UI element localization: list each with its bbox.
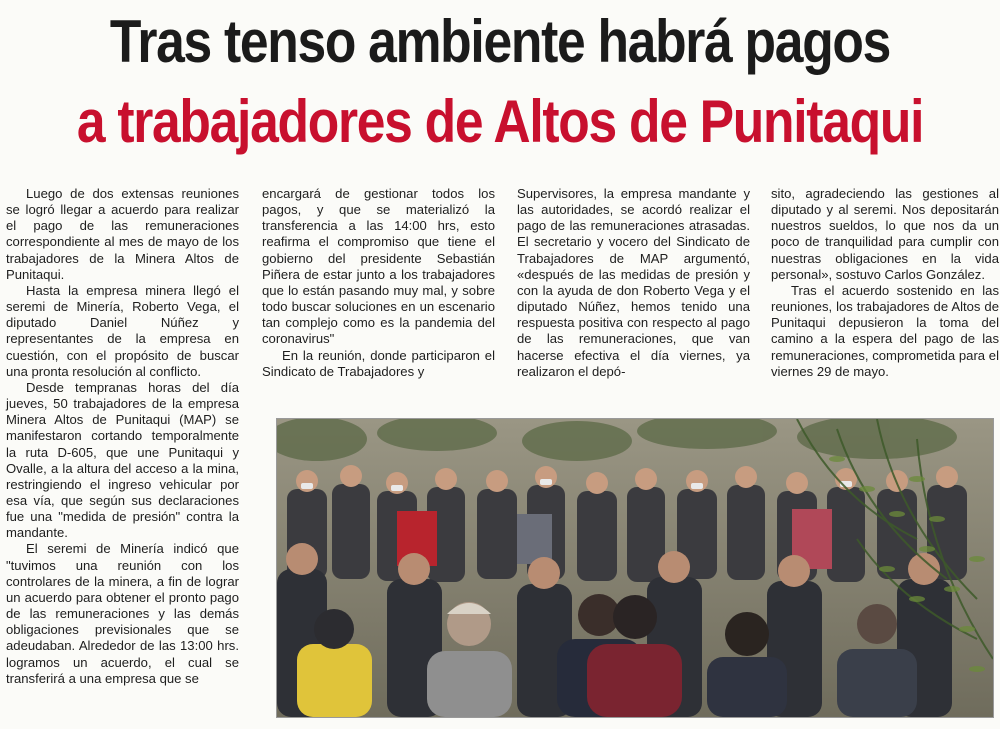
crowd-photo-illustration xyxy=(277,419,993,717)
article-column-4 xyxy=(771,186,999,380)
paragraph: Supervisores, la empresa mandante y las autoridades, se acordó realizar el pago de las remuneraciones atrasadas. El secretario y vocero del Sindicato de Trabajadores de MAP argumentó, «después de las medidas de presión y con la ayuda de don Roberto Vega y el diputado Núñez, hemos tenido una respuesta positiva con respecto al pago de las remuneraciones, que van hacerse efectiva el día viernes, ya realizaron el depó- xyxy=(517,186,750,379)
news-photo xyxy=(276,418,994,718)
paragraph: Tras el acuerdo sostenido en las reuniones, los trabajadores de Altos de Punitaqui depusieron la toma del camino a la espera del pago de las remuneraciones, comprometida para el viernes 29 de mayo. xyxy=(771,282,999,379)
headline-line-2: a trabajadores de Altos de Punitaqui xyxy=(76,88,924,155)
article-column-3 xyxy=(517,186,750,380)
article-column-2 xyxy=(262,186,495,380)
paragraph: Hasta la empresa minera llegó el seremi de Minería, Roberto Vega, el diputado Daniel Núñez y representantes de la empresa en cuestión, con el propósito de buscar una pronta resolución al conflicto. xyxy=(6,282,239,379)
headline-line-1: Tras tenso ambiente habrá pagos xyxy=(109,8,891,75)
paragraph: encargará de gestionar todos los pagos, y que se materializó la transferencia a las 14:00 hrs, esto reafirma el compromiso que tiene el gobierno del presidente Sebastián Piñera de estar junto a los trabajadores que lo están pasando muy mal, y sobre todo buscar soluciones en un escenario tan complejo como es la pandemia del coronavirus" xyxy=(262,186,495,347)
paragraph: sito, agradeciendo las gestiones al diputado y al seremi. Nos depositarán nuestros sueldos, lo que nos da un poco de tranquilidad para cumplir con nuestras obligaciones en la vida personal», sostuvo Carlos González. xyxy=(771,186,999,282)
paragraph: En la reunión, donde participaron el Sindicato de Trabajadores y xyxy=(262,347,495,379)
article-column-1 xyxy=(6,186,239,687)
paragraph: El seremi de Minería indicó que "tuvimos una reunión con los controlares de la minera, a fin de lograr un acuerdo para obtener el pronto pago de las remuneraciones y las demás obligaciones previsionales que se adeudaban. Alrededor de las 13:00 hrs. logramos un acuerdo, el cual se transferirá a una empresa que se xyxy=(6,541,239,686)
paragraph: Luego de dos extensas reuniones se logró llegar a acuerdo para realizar el pago de las remuneraciones correspondiente al mes de mayo de los trabajadores de la Minera Altos de Punitaqui. xyxy=(6,186,239,282)
paragraph: Desde tempranas horas del día jueves, 50 trabajadores de la empresa Minera Altos de Punitaqui (MAP) se manifestaron cortando temporalmente la ruta D-605, que une Punitaqui y Ovalle, a la altura del acceso a la mina, restringiendo el ingreso vehicular por esa vía, que según sus declaraciones fue una "medida de presión" contra la mandante. xyxy=(6,379,239,541)
